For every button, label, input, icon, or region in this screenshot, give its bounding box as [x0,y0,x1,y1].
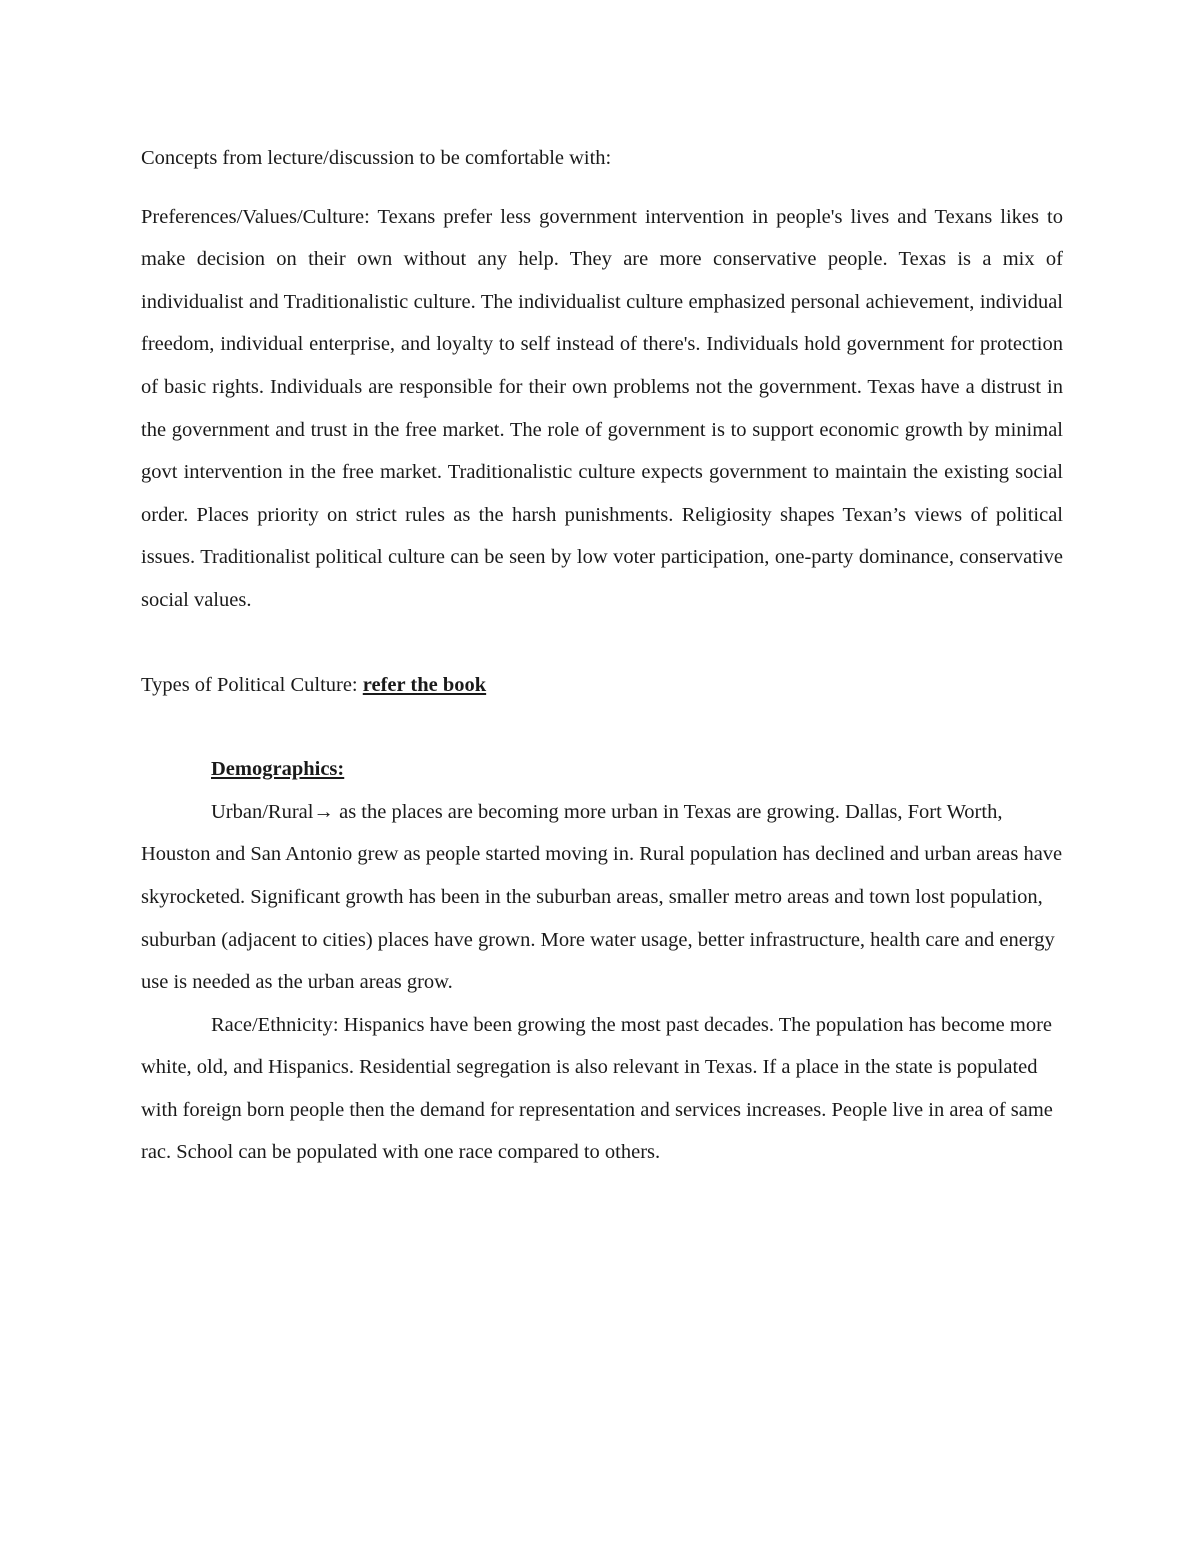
preferences-paragraph: Preferences/Values/Culture: Texans prefer less government intervention in people's lives and Texans likes to make decision on their own without any help. They are more conservative people. Texas is a mix of individualist and Traditionalistic culture. The individualist culture emphasized personal achievement, individual freedom, individual enterprise, and loyalty to self instead of there's. Individuals hold government for protection of basic rights. Individuals are responsible for their own problems not the government. Texas have a distrust in the government and trust in the free market. The role of government is to support economic growth by minimal govt intervention in the free market. Traditionalistic culture expects government to maintain the existing social order. Places priority on strict rules as the harsh punishments. Religiosity shapes Texan’s views of political issues. Traditionalist political culture can be seen by low voter participation, one-party dominance, conservative social values. [141,205,1063,611]
types-of-political-culture [141,664,1063,707]
demographics-heading: Demographics: [211,758,345,781]
urban-rural-paragraph: Urban/Rural→ as the places are becoming more urban in Texas are growing. Dallas, Fort Worth, Houston and San Antonio grew as people started moving in. Rural population has declined and urban areas have skyrocketed. Significant growth has been in the suburban areas, smaller metro areas and town lost population, suburban (adjacent to cities) places have grown. More water usage, better infrastructure, health care and energy use is needed as the urban areas grow. [141,800,1063,994]
race-ethnicity-paragraph: Race/Ethnicity: Hispanics have been growing the most past decades. The population has become more white, old, and Hispanics. Residential segregation is also relevant in Texas. If a place in the state is populated with foreign born people then the demand for representation and services increases. People live in area of same rac. School can be populated with one race compared to others. [141,1013,1053,1164]
types-label: Types of Political Culture: [141,673,363,696]
document-body [141,137,1063,1174]
refer-book-link: refer the book [362,673,487,696]
intro-line: Concepts from lecture/discussion to be comfortable with: [141,147,612,169]
